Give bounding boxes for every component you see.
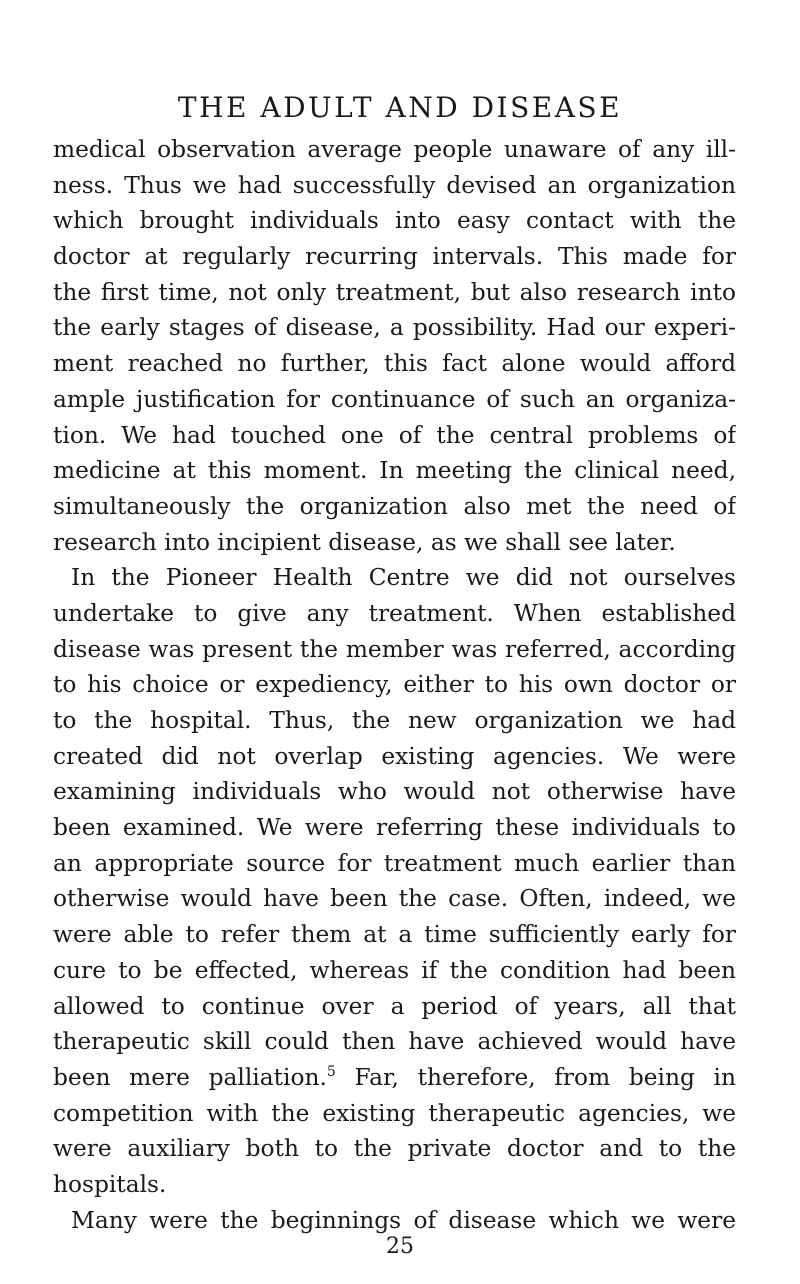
text-line: the first time, not only treatment, but also research into bbox=[53, 278, 736, 306]
text-line: tion. We had touched one of the central problems of bbox=[53, 421, 736, 449]
text-line: cure to be effected, whereas if the condition had been bbox=[53, 956, 736, 984]
body-text bbox=[53, 132, 736, 1238]
text-line: doctor at regularly recurring intervals. This made for bbox=[53, 243, 736, 271]
text-line: to his choice or expediency, either to his own doctor or bbox=[53, 671, 736, 699]
text-line: In the Pioneer Health Centre we did not ourselves bbox=[71, 564, 736, 592]
text-line: were auxiliary both to the private doctor and to the bbox=[53, 1135, 736, 1163]
text-line: otherwise would have been the case. Often, indeed, we bbox=[53, 885, 736, 913]
text-line: allowed to continue over a period of years, all that bbox=[53, 992, 736, 1020]
text-line: therapeutic skill could then have achieved would have bbox=[53, 1028, 736, 1056]
footnote-ref: 5 bbox=[326, 1063, 336, 1080]
text-line: ness. Thus we had successfully devised an organization bbox=[53, 171, 736, 199]
text-line: been examined. We were referring these individuals to bbox=[53, 814, 736, 842]
text-line: medicine at this moment. In meeting the clinical need, bbox=[53, 457, 736, 485]
running-head: THE ADULT AND DISEASE bbox=[177, 91, 623, 124]
page-number: 25 bbox=[386, 1234, 414, 1259]
text-line: created did not overlap existing agencies. We were bbox=[53, 742, 736, 770]
text-line: to the hospital. Thus, the new organization we had bbox=[53, 707, 736, 734]
text-line: examining individuals who would not otherwise have bbox=[53, 778, 736, 806]
text-line: ment reached no further, this fact alone would afford bbox=[53, 350, 736, 378]
text-line: were able to refer them at a time sufficiently early for bbox=[53, 921, 736, 949]
text-line: ample justification for continuance of such an organiza- bbox=[53, 385, 736, 413]
text-line: medical observation average people unaware of any ill- bbox=[53, 136, 736, 163]
text-line: been mere palliation.$^5$ Far, therefore, from being in bbox=[53, 1063, 736, 1091]
text-line: Many were the beginnings of disease which we were bbox=[71, 1206, 736, 1234]
text-line: the early stages of disease, a possibility. Had our experi- bbox=[53, 314, 736, 342]
text-line: an appropriate source for treatment much earlier than bbox=[53, 849, 736, 877]
text-line: simultaneously the organization also met the need of bbox=[53, 492, 736, 520]
text-line: hospitals. bbox=[53, 1170, 167, 1198]
text-line: disease was present the member was referred, according bbox=[53, 635, 736, 663]
text-line: which brought individuals into easy contact with the bbox=[53, 207, 736, 235]
text-line: competition with the existing therapeutic agencies, we bbox=[53, 1099, 736, 1127]
text-line: research into incipient disease, as we shall see later. bbox=[53, 528, 676, 556]
text-line: undertake to give any treatment. When established bbox=[53, 599, 736, 627]
